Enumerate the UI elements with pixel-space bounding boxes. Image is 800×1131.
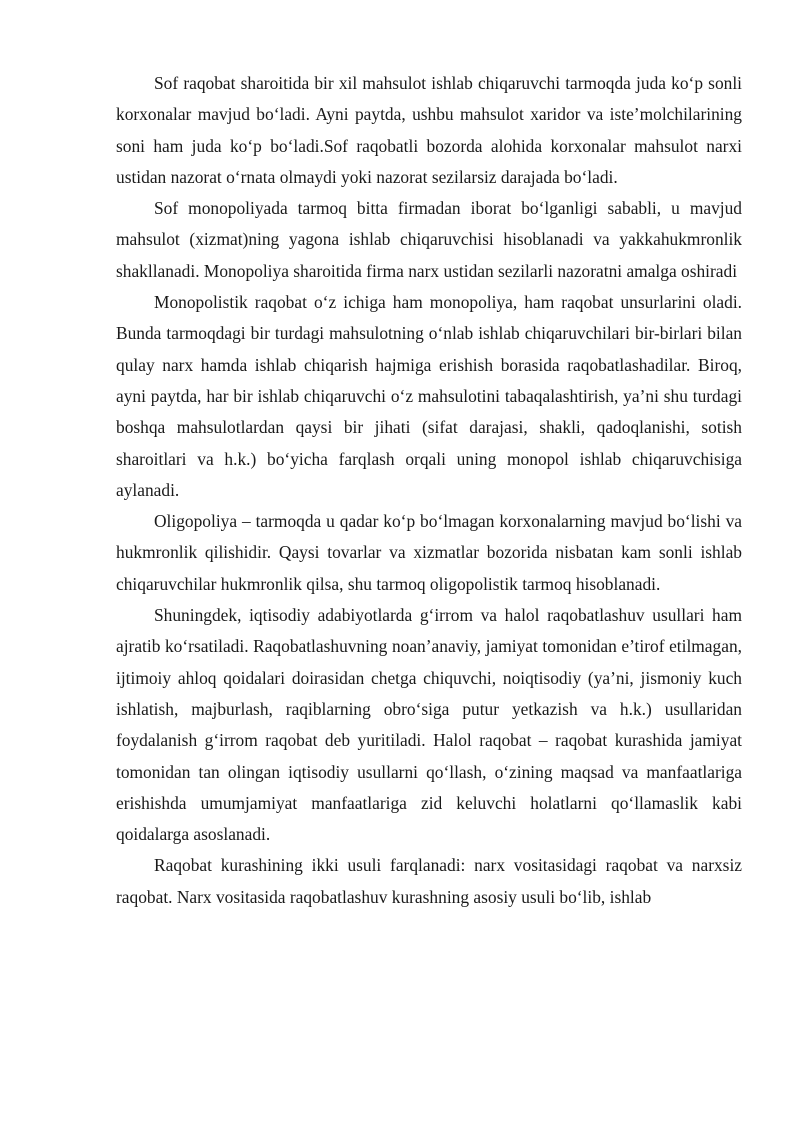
paragraph-fair-unfair-competition: Shuningdek, iqtisodiy adabiyotlarda g‘irrom va halol raqobatlashuv usullari ham ajratib ko‘rsatiladi. Raqobatlashuvning noan’anaviy, jamiyat tomonidan e’tirof etilmagan, ijtimoiy ahloq qoidalari doirasidan chetga chiquvchi, noiqtisodiy (ya’ni, jismoniy kuch ishlatish, majburlash, raqiblarning obro‘siga putur yetkazish va h.k.) usullaridan foydalanish g‘irrom raqobat deb yuritiladi. Halol raqobat – raqobat kurashida jamiyat tomonidan tan olingan iqtisodiy usullarni qo‘llash, o‘zining maqsad va manfaatlariga erishishda umumjamiyat manfaatlariga zid keluvchi holatlarni qo‘llamaslik kabi qoidalarga asoslanadi. — [116, 605, 742, 845]
paragraph-monopolistic-competition: Monopolistik raqobat o‘z ichiga ham monopoliya, ham raqobat unsurlarini oladi. Bunda tarmoqdagi bir turdagi mahsulotning o‘nlab ishlab chiqaruvchilari bir-birlari bilan qulay narx hamda ishlab chiqarish hajmiga erishish borasida raqobatlashadilar. Biroq, ayni paytda, har bir ishlab chiqaruvchi o‘z mahsulotini tabaqalashtirish, ya’ni shu turdagi boshqa mahsulotlardan qaysi bir jihati (sifat darajasi, shakli, qadoqlanishi, sotish sharoitlari va h.k.) bo‘yicha farqlash orqali uning monopol ishlab chiqaruvchisiga aylanadi. — [116, 292, 742, 500]
paragraph-pure-competition: Sof raqobat sharoitida bir xil mahsulot ishlab chiqaruvchi tarmoqda juda ko‘p sonli korxonalar mavjud bo‘ladi. Ayni paytda, ushbu mahsulot xaridor va iste’molchilarining soni ham juda ko‘p bo‘ladi.Sof raqobatli bozorda alohida korxonalar mahsulot narxi ustidan nazorat o‘rnata olmaydi yoki nazorat sezilarsiz darajada bo‘ladi. — [116, 73, 742, 187]
document-body — [116, 68, 742, 913]
paragraph-competition-methods: Raqobat kurashining ikki usuli farqlanadi: narx vositasidagi raqobat va narxsiz raqobat. Narx vositasida raqobatlashuv kurashning asosiy usuli bo‘lib, ishlab — [116, 855, 742, 907]
paragraph-pure-monopoly: Sof monopoliyada tarmoq bitta firmadan iborat bo‘lganligi sababli, u mavjud mahsulot (xizmat)ning yagona ishlab chiqaruvchisi hisoblanadi va yakkahukmronlik shakllanadi. Monopoliya sharoitida firma narx ustidan sezilarli nazoratni amalga oshiradi — [116, 198, 742, 281]
paragraph-oligopoly: Oligopoliya – tarmoqda u qadar ko‘p bo‘lmagan korxonalarning mavjud bo‘lishi va hukmronlik qilishidir. Qaysi tovarlar va xizmatlar bozorida nisbatan kam sonli ishlab chiqaruvchilar hukmronlik qilsa, shu tarmoq oligopolistik tarmoq hisoblanadi. — [116, 511, 742, 594]
